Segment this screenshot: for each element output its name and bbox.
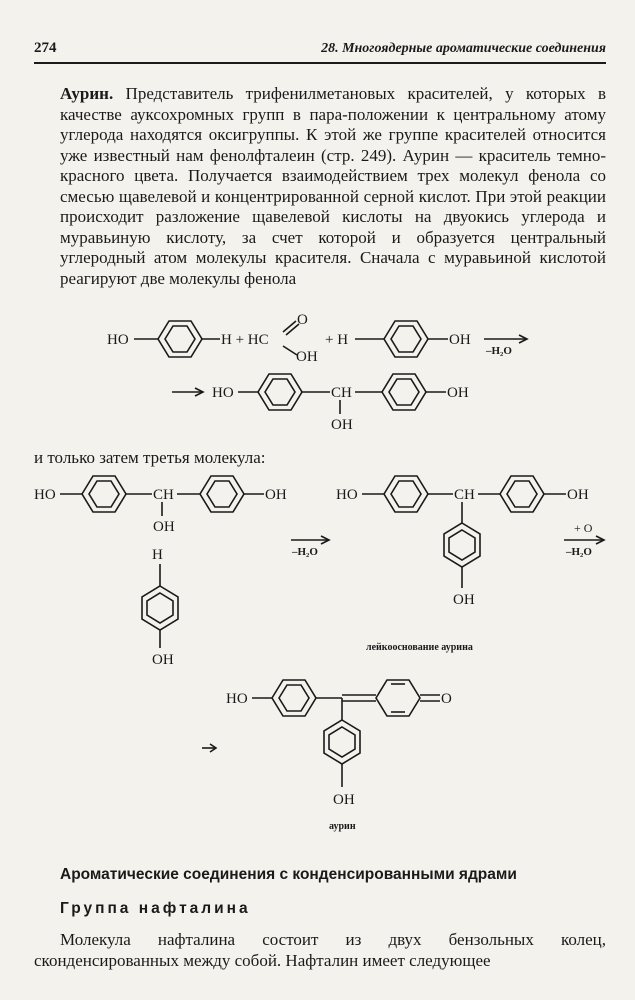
benzene-ring	[500, 476, 544, 512]
paragraph-naphthalene: Молекула нафталина состоит из двух бензольных колец, сконденсированных между собой. Нафталин имеет следующее	[34, 930, 606, 970]
r2-left-ch: CH	[153, 487, 174, 503]
benzene-ring	[384, 476, 428, 512]
benzene-ring	[258, 374, 302, 410]
r1-o: O	[297, 312, 308, 328]
r1-oh: OH	[296, 349, 318, 365]
r1-product-ho: HO	[212, 385, 234, 401]
r2-left-oh-bottom: OH	[153, 519, 175, 535]
benzene-ring	[82, 476, 126, 512]
r2-minus-h2o-2: –H₂O	[566, 546, 592, 558]
r2-right-oh-bottom: OH	[453, 592, 475, 608]
reaction-arrow	[291, 536, 329, 544]
benzene-ring	[382, 374, 426, 410]
quinoid-ring	[376, 680, 420, 716]
page-number: 274	[34, 40, 57, 56]
benzene-ring	[200, 476, 244, 512]
reaction-arrow	[564, 536, 604, 544]
paragraph-aurin-text: Представитель трифенилметановых красителей, у которых в качестве ауксохромных групп в пара-положении к центральному атому углерода находятся оксигруппы. К этой же группе красителей относится уже известный нам фенолфталеин (стр. 249). Аурин — краситель темно-красного цвета. Получается взаимодействием трех молекул фенола со смесью щавелевой и концентрированной серной кислот. При этой реакции происходит разложение щавелевой кислоты на двуокись углерода и муравьиную кислоту, за счет которой и образуется центральный углеродный атом молекулы красителя. Сначала с муравьиной кислотой реагируют две молекулы фенола	[60, 84, 606, 288]
benzene-ring	[272, 680, 316, 716]
reaction-arrow	[172, 388, 203, 396]
connector-text: и только затем третья молекула:	[34, 448, 266, 467]
leuco-base-label: лейкооснование аурина	[366, 642, 473, 653]
r2-phenol-h: H	[152, 547, 163, 563]
reaction-2	[34, 476, 604, 668]
reaction-1	[107, 312, 527, 433]
r1-oh-right: OH	[449, 332, 471, 348]
r1-plus-h-hc: H + HC	[221, 332, 269, 348]
aurin-label: аурин	[329, 821, 356, 832]
r2-minus-h2o: –H₂O	[292, 546, 318, 558]
r2-right-oh-right: OH	[567, 487, 589, 503]
subsection-title: Группа нафталина	[60, 900, 251, 917]
benzene-ring	[444, 523, 480, 567]
r2-right-ch: CH	[454, 487, 475, 503]
r1-ho: HO	[107, 332, 129, 348]
r2-left-oh-right: OH	[265, 487, 287, 503]
reaction-arrow	[202, 744, 216, 752]
section-title: Ароматические соединения с конденсированными ядрами	[60, 866, 517, 883]
r2-left-ho: HO	[34, 487, 56, 503]
aurin-ho: HO	[226, 691, 248, 707]
r1-product-oh-bottom: OH	[331, 417, 353, 433]
r2-right-ho: HO	[336, 487, 358, 503]
r1-product-oh-right: OH	[447, 385, 469, 401]
r2-plus-o: + O	[574, 521, 593, 535]
r1-plus-h: + H	[325, 332, 349, 348]
term-aurin: Аурин.	[60, 84, 114, 103]
running-title: 28. Многоядерные ароматические соединения	[321, 41, 606, 56]
reaction-arrow	[484, 335, 527, 343]
benzene-ring	[142, 586, 178, 630]
benzene-ring	[324, 720, 360, 764]
benzene-ring	[384, 321, 428, 357]
aurin-o: O	[441, 691, 452, 707]
r1-product-ch: CH	[331, 385, 352, 401]
r2-phenol-oh: OH	[152, 652, 174, 668]
aurin-oh-bottom: OH	[333, 792, 355, 808]
benzene-ring	[158, 321, 202, 357]
aurin-structure	[202, 680, 452, 832]
r1-minus-h2o: –H₂O	[486, 345, 512, 357]
